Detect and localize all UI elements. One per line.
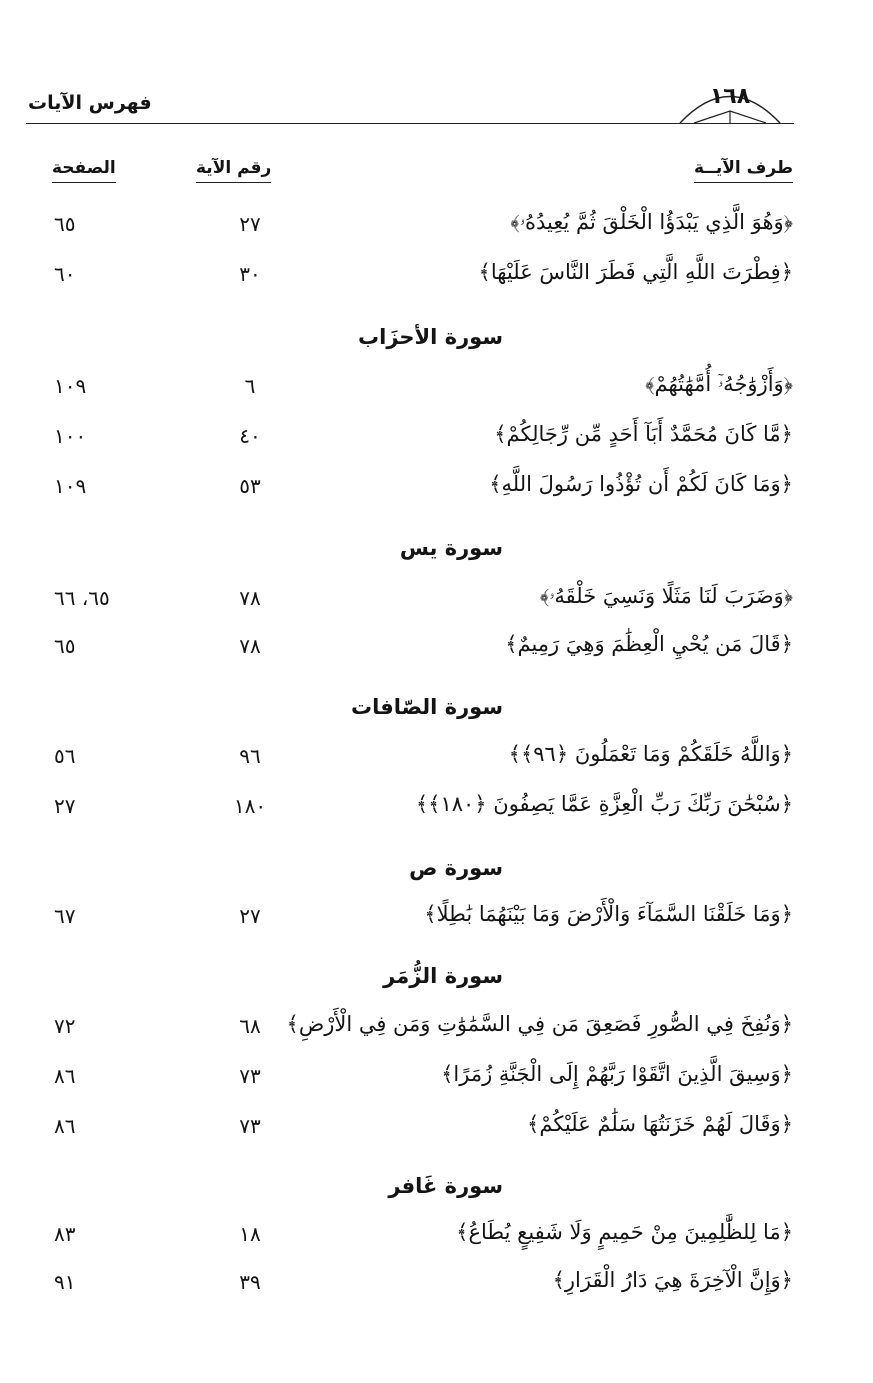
page-reference: ١٠٩ bbox=[54, 374, 87, 398]
page-reference: ٨٣ bbox=[54, 1222, 76, 1246]
verse-text: ﴿سُبْحَٰنَ رَبِّكَ رَبِّ الْعِزَّةِ عَمَّا يَصِفُونَ ﴿١٨٠﴾﴾ bbox=[415, 792, 793, 816]
ayah-number: ٥٣ bbox=[239, 474, 261, 498]
column-header-verse bbox=[694, 158, 793, 183]
page-reference: ٦٥ bbox=[54, 634, 76, 658]
column-header-page bbox=[52, 158, 116, 183]
verse-text: ﴿فِطْرَتَ اللَّهِ الَّتِي فَطَرَ النَّاسَ عَلَيْهَا﴾ bbox=[478, 260, 793, 284]
ayah-number: ٦٨ bbox=[239, 1014, 261, 1038]
verse-text: ﴿مَا لِلظَّٰلِمِينَ مِنْ حَمِيمٍ وَلَا شَفِيعٍ يُطَاعُ﴾ bbox=[456, 1220, 793, 1244]
column-header-page-label: الصفحة bbox=[52, 158, 116, 178]
surah-heading: سورة الصّافات bbox=[350, 695, 503, 719]
verse-text: ﴿وَمَا خَلَقْنَا السَّمَآءَ وَالْأَرْضَ وَمَا بَيْنَهُمَا بَٰطِلًا﴾ bbox=[424, 902, 793, 926]
table-row bbox=[0, 1264, 873, 1304]
column-header-underline bbox=[694, 182, 793, 183]
verse-text: ﴿وَقَالَ لَهُمْ خَزَنَتُهَا سَلَٰمٌ عَلَيْكُمْ﴾ bbox=[527, 1112, 793, 1136]
surah-heading: سورة يس bbox=[399, 536, 503, 560]
verse-text: ﴿مَّا كَانَ مُحَمَّدٌ أَبَآ أَحَدٍ مِّن رِّجَالِكُمْ﴾ bbox=[494, 422, 793, 446]
table-row bbox=[0, 628, 873, 668]
surah-heading: سورة الأحزَاب bbox=[358, 325, 503, 349]
table-row bbox=[0, 206, 873, 246]
column-header-ayah-label: رقم الآية bbox=[196, 158, 272, 178]
header-divider bbox=[26, 123, 794, 124]
ayah-number: ٢٧ bbox=[239, 212, 261, 236]
ayah-number: ٦ bbox=[244, 374, 256, 398]
page-reference: ٧٢ bbox=[54, 1014, 76, 1038]
surah-heading: سورة ص bbox=[409, 856, 503, 880]
table-row bbox=[0, 898, 873, 938]
column-header-ayah bbox=[196, 158, 271, 183]
ayah-number: ٣٩ bbox=[239, 1270, 261, 1294]
page-reference: ٦٠ bbox=[54, 262, 76, 286]
column-header-verse-label: طرف الآيــة bbox=[693, 158, 793, 178]
page-reference: ٥٦ bbox=[54, 744, 76, 768]
page-number: ١٦٨ bbox=[709, 84, 751, 109]
page-reference: ٢٧ bbox=[54, 794, 76, 818]
table-row bbox=[0, 738, 873, 778]
column-header-underline bbox=[196, 182, 271, 183]
page-reference: ٨٦ bbox=[54, 1064, 76, 1088]
verse-text: ﴿وَضَرَبَ لَنَا مَثَلًا وَنَسِيَ خَلْقَهُۥ﴾ bbox=[539, 584, 793, 608]
ayah-number: ١٨٠ bbox=[233, 794, 267, 818]
table-row bbox=[0, 1008, 873, 1048]
page-reference: ٩١ bbox=[54, 1270, 76, 1294]
table-row bbox=[0, 1216, 873, 1256]
ayah-number: ٤٠ bbox=[239, 424, 261, 448]
verse-text: ﴿قَالَ مَن يُحْيِ الْعِظَٰمَ وَهِيَ رَمِيمٌ﴾ bbox=[505, 632, 793, 656]
surah-heading: سورة الزُّمَر bbox=[383, 964, 503, 988]
verse-text: ﴿وَنُفِخَ فِي الصُّورِ فَصَعِقَ مَن فِي السَّمَٰوَٰتِ وَمَن فِي الْأَرْضِ﴾ bbox=[286, 1012, 793, 1036]
table-row bbox=[0, 580, 873, 620]
verse-text: ﴿وَهُوَ الَّذِي يَبْدَؤُا الْخَلْقَ ثُمَّ يُعِيدُهُۥ﴾ bbox=[510, 210, 793, 234]
table-row bbox=[0, 1108, 873, 1148]
index-title: فهرس الآيات bbox=[28, 92, 152, 114]
table-row bbox=[0, 418, 873, 458]
ayah-number: ٢٧ bbox=[239, 904, 261, 928]
table-row bbox=[0, 1058, 873, 1098]
table-row bbox=[0, 368, 873, 408]
ayah-number: ٧٣ bbox=[239, 1064, 261, 1088]
page-reference: ١٠٠ bbox=[54, 424, 87, 448]
page-reference: ٦٧ bbox=[54, 904, 76, 928]
column-header-underline bbox=[52, 182, 116, 183]
page-number-badge bbox=[676, 78, 784, 124]
verse-text: ﴿وَإِنَّ الْآخِرَةَ هِيَ دَارُ الْقَرَارِ﴾ bbox=[552, 1268, 793, 1292]
ayah-number: ٩٦ bbox=[239, 744, 261, 768]
page-reference: ٦٥، ٦٦ bbox=[54, 586, 110, 610]
ayah-number: ١٨ bbox=[239, 1222, 261, 1246]
verse-text: ﴿وَأَزْوَٰجُهُۥٓ أُمَّهَٰتُهُمْ﴾ bbox=[645, 372, 793, 396]
page-reference: ٨٦ bbox=[54, 1114, 76, 1138]
surah-heading: سورة غَافر bbox=[388, 1174, 503, 1198]
verse-text: ﴿وَاللَّهُ خَلَقَكُمْ وَمَا تَعْمَلُونَ ﴿٩٦﴾﴾ bbox=[508, 742, 793, 766]
ayah-number: ٧٣ bbox=[239, 1114, 261, 1138]
table-row bbox=[0, 468, 873, 508]
ayah-number: ٣٠ bbox=[239, 262, 261, 286]
table-row bbox=[0, 788, 873, 828]
ayah-number: ٧٨ bbox=[239, 634, 261, 658]
ayah-number: ٧٨ bbox=[239, 586, 261, 610]
page-reference: ٦٥ bbox=[54, 212, 76, 236]
page-reference: ١٠٩ bbox=[54, 474, 87, 498]
verse-text: ﴿وَسِيقَ الَّذِينَ اتَّقَوْا رَبَّهُمْ إِلَى الْجَنَّةِ زُمَرًا﴾ bbox=[441, 1062, 793, 1086]
verse-text: ﴿وَمَا كَانَ لَكُمْ أَن تُؤْذُوا رَسُولَ اللَّهِ﴾ bbox=[489, 472, 793, 496]
table-row bbox=[0, 256, 873, 296]
